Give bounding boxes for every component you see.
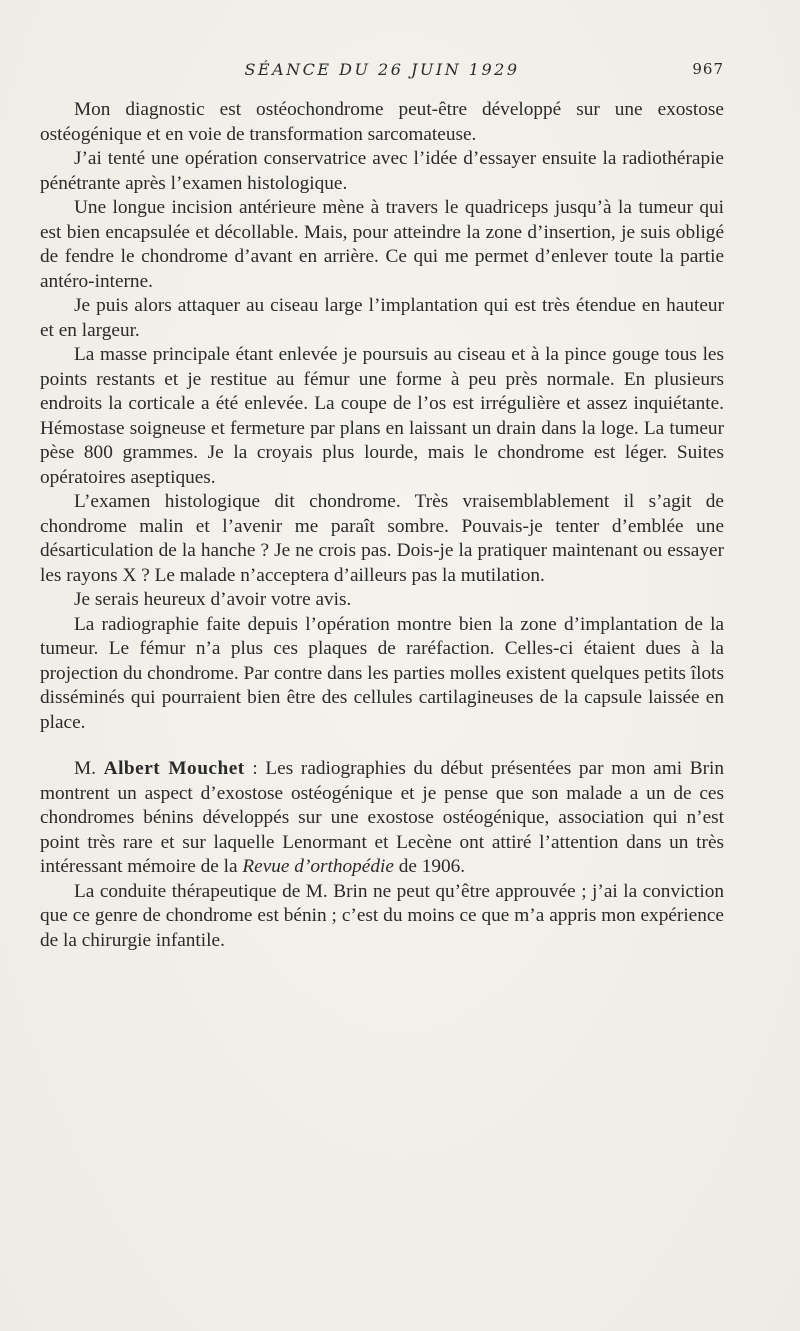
paragraph-diagnosis: Mon diagnostic est ostéochondrome peut-être développé sur une exostose ostéogénique et en voie de transformation sarcomateuse. — [40, 99, 724, 145]
paragraph-operation-intent: J’ai tenté une opération conservatrice avec l’idée d’essayer ensuite la radiothérapie pénétrante après l’examen histologique. — [40, 148, 724, 194]
journal-title: Revue d’orthopédie — [242, 856, 394, 877]
page-number: 967 — [692, 60, 724, 78]
paragraph-mouchet-remarks — [40, 757, 724, 880]
paragraph-implantation: Je puis alors attaquer au ciseau large l’implantation qui est très étendue en hauteur et en largeur. — [40, 295, 724, 341]
paragraph-radiography: La radiographie faite depuis l’opération montre bien la zone d’implantation de la tumeur. Le fémur n’a plus ces plaques de raréfaction. Celles-ci étaient dues à la projection du chondrome. Par contre dans les parties molles existent quelques petits îlots disséminés qui pourraient bien être des cellules cartilagineuses de la capsule laissée en place. — [40, 613, 724, 733]
paragraph-mouchet-conclusion: La conduite thérapeutique de M. Brin ne peut qu’être approuvée ; j’ai la conviction que ce genre de chondrome est bénin ; c’est du moins ce que m’a appris mon expérience de la chirurgie infantile. — [40, 880, 724, 951]
remarks-text: Les radiographies du début présentées par mon ami Brin montrent un aspect d’exostose ostéogénique et je pense que son malade a un de ces chondromes bénins développés sur une exostose ostéogénique, association qui n’est point très rare et sur laquelle Lenormant et Lecène ont attiré l’attention dans un très intéressant mémoire de la — [40, 758, 725, 877]
section-gap — [40, 735, 724, 757]
running-head — [40, 60, 724, 84]
paragraph-incision: Une longue incision antérieure mène à travers le quadriceps jusqu’à la tumeur qui est bien encapsulée et décollable. Mais, pour atteindre la zone d’insertion, je suis obligé de fendre le chondrome d’avant en arrière. Ce qui me permet d’enlever toute la partie antéro-interne. — [40, 197, 724, 292]
speaker-separator: : — [244, 758, 266, 779]
paragraph-resection: La masse principale étant enlevée je poursuis au ciseau et à la pince gouge tous les points restants et je restitue au fémur une forme à peu près normale. En plusieurs endroits la corticale a été enlevée. La coupe de l’os est irrégulière et assez inquiétante. Hémostase soigneuse et fermeture par plans en laissant un drain dans la loge. La tumeur pèse 800 grammes. Je la croyais plus lourde, mais le chondrome est léger. Suites opératoires aseptiques. — [40, 344, 724, 488]
session-title: SÉANCE DU 26 JUIN 1929 — [244, 60, 520, 79]
body-text — [40, 98, 724, 953]
paragraph-request-opinion: Je serais heureux d’avoir votre avis. — [74, 589, 352, 610]
remarks-end: de 1906. — [393, 856, 466, 877]
paragraph-histology: L’examen histologique dit chondrome. Très vraisemblablement il s’agit de chondrome malin et l’avenir me paraît sombre. Pouvais-je tenter d’emblée une désarticulation de la hanche ? Je ne crois pas. Dois-je la pratiquer maintenant ou essayer les rayons X ? Le malade n’acceptera d’ailleurs pas la mutilation. — [40, 491, 724, 586]
speaker-prefix: M. — [74, 758, 96, 779]
speaker-name: Albert Mouchet — [103, 758, 245, 779]
